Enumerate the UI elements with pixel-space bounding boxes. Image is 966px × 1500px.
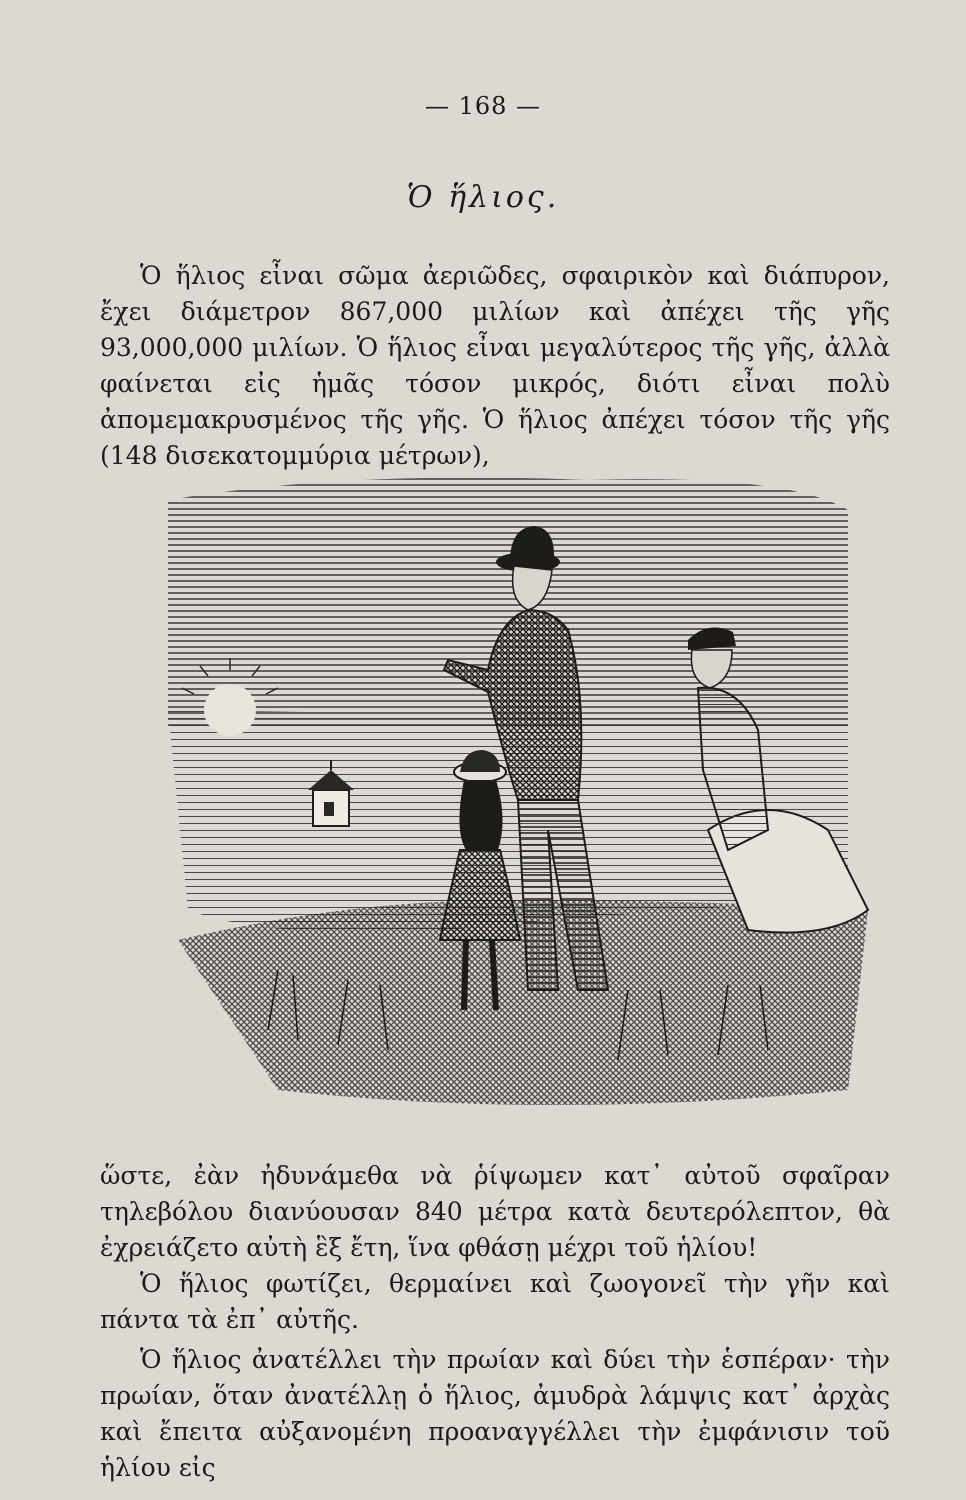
section-title: Ὁ ἥλιος.	[406, 180, 560, 215]
paragraph-2: ὥστε, ἐὰν ἠδυνάμεθα νὰ ῥίψωμεν κατ᾽ αὐτοῦ σφαῖραν τηλεβόλου διανύουσαν 840 μέτρα κατὰ δευτερόλεπτον, θὰ ἐχρειάζετο αὐτὴ ἓξ ἔτη, ἵνα φθάσῃ μέχρι τοῦ ἡλίου!	[100, 1161, 890, 1262]
paragraph-1: Ὁ ἥλιος εἶναι σῶμα ἀεριῶδες, σφαιρικὸν καὶ διάπυρον, ἔχει διάμετρον 867,000 μιλίων καὶ ἀπέχει τῆς γῆς 93,000,000 μιλίων. Ὁ ἥλιος εἶναι μεγαλύτερος τῆς γῆς, ἀλλὰ φαίνεται εἰς ἡμᾶς τόσον μικρός, διότι εἶναι πολὺ ἀπομεμακρυσμένος τῆς γῆς. Ὁ ἥλιος ἀπέχει τόσον τῆς γῆς (148 δισεκατομμύρια μέτρων),	[100, 261, 890, 470]
page-number: — 168 —	[424, 92, 542, 120]
sunset-scene-engraving	[148, 470, 896, 1130]
paragraph-4: Ὁ ἥλιος ἀνατέλλει τὴν πρωίαν καὶ δύει τὴν ἑσπέραν· τὴν πρωίαν, ὅταν ἀνατέλλῃ ὁ ἥλιος, ἀμυδρὰ λάμψις κατ᾽ ἀρχὰς καὶ ἔπειτα αὐξανομένη προαναγγέλλει τὴν ἐμφάνισιν τοῦ ἡλίου εἰς	[100, 1345, 890, 1482]
paragraph-3: Ὁ ἥλιος φωτίζει, θερμαίνει καὶ ζωογονεῖ τὴν γῆν καὶ πάντα τὰ ἐπ᾽ αὐτῆς.	[100, 1269, 890, 1334]
engraving-illustration	[148, 470, 896, 1130]
